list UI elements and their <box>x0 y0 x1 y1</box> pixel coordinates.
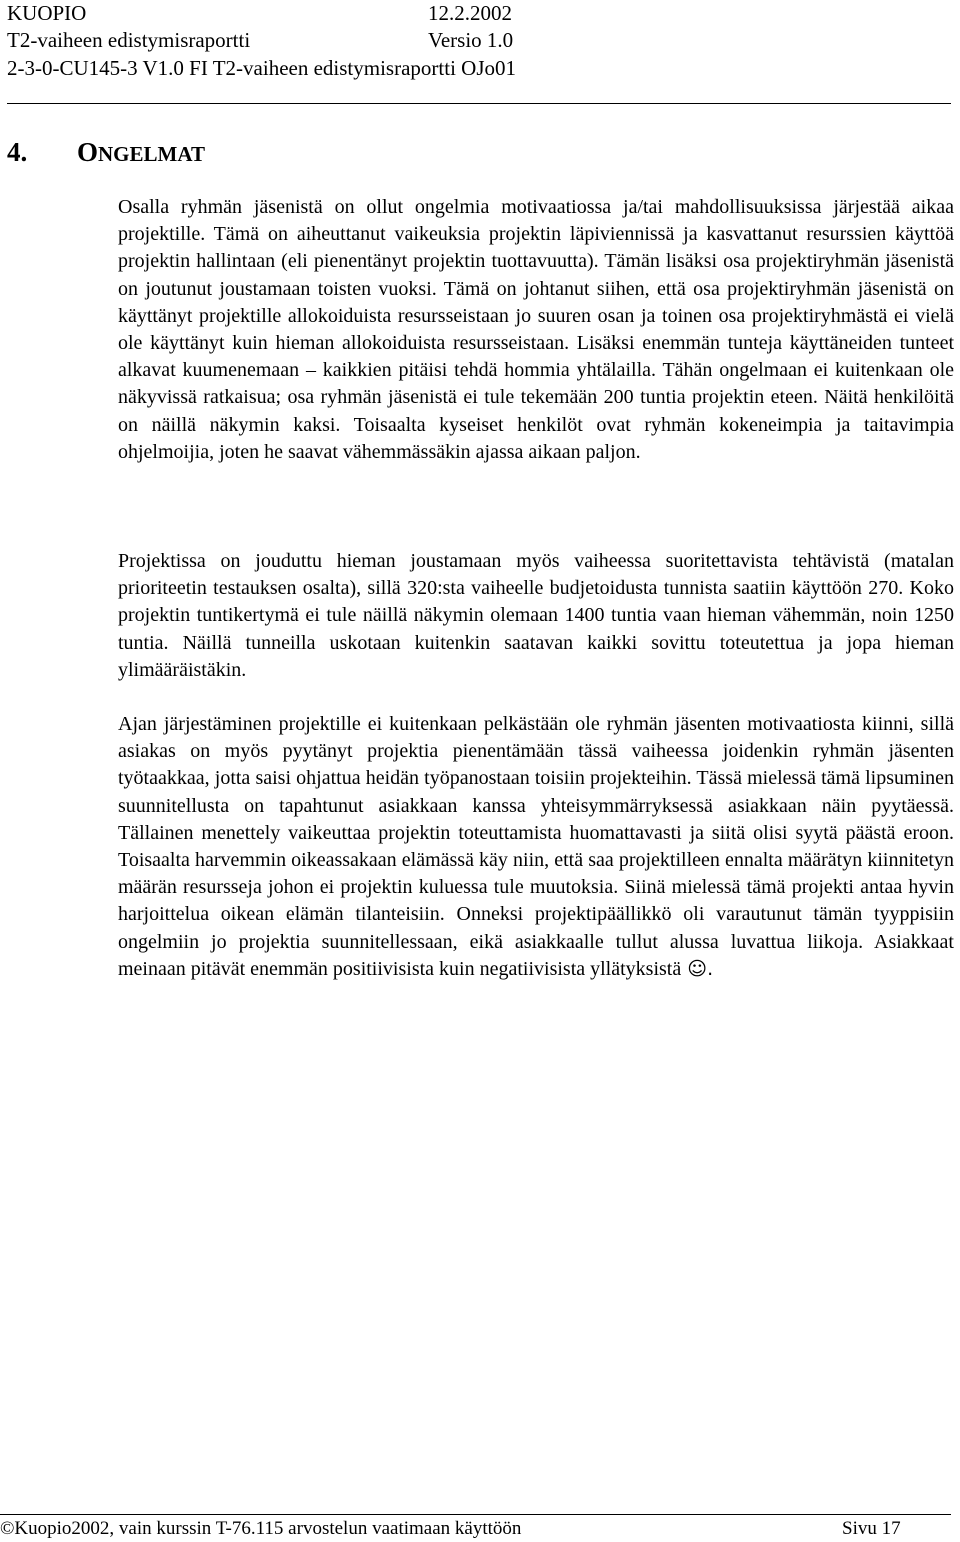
footer-page-number: Sivu 17 <box>842 1518 901 1539</box>
footer-copyright: ©Kuopio2002, vain kurssin T-76.115 arvostelun vaatimaan käyttöön <box>0 1518 522 1539</box>
section-number: 4. <box>7 137 28 167</box>
section-heading <box>7 137 205 169</box>
header-row-2 <box>7 28 607 52</box>
footer-rule <box>0 1514 951 1515</box>
header-rule <box>7 103 951 104</box>
header-doc-title: T2-vaiheen edistymisraportti <box>7 28 251 52</box>
smiley-icon: ☺. <box>681 957 714 980</box>
header-doc-id: 2-3-0-CU145-3 V1.0 FI T2-vaiheen edistymisraportti OJo01 <box>7 56 516 80</box>
section-title-initial: O <box>77 137 99 167</box>
header-version: Versio 1.0 <box>428 28 514 52</box>
header-org: KUOPIO <box>7 1 87 25</box>
header-row-1 <box>7 1 607 25</box>
paragraph-3 <box>118 711 954 983</box>
section-title-rest: NGELMAT <box>98 142 205 166</box>
paragraph-3-text: Ajan järjestäminen projektille ei kuitenkaan pelkästään ole ryhmän jäsenten motivaatiosta kiinni, sillä asiakas on myös pyytänyt projektia pienentämään tässä vaiheessa joidenkin ryhmän jäsenten työtaakkaa, jotta saisi ohjattua heidän työpanostaan toisiin projekteihin. Tässä mielessä tämä lipsuminen suunnitellusta on tapahtunut asiakkaan kanssa yhteisymmärryksessä asiakkaan näin pyytäessä. Tällainen menettely vaikeuttaa projektin toteuttamista huomattavasti ja siitä olisi syytä päästä eroon. Toisaalta harvemmin oikeassakaan elämässä käy niin, että saa projektilleen ennalta määrätyn kiinnitetyn määrän resursseja johon ei projektin kuluessa tule muutoksia. Siinä mielessä tämä projekti antaa hyvin harjoittelua oikean elämän tilanteisiin. Onneksi projektipäällikkö oli varautunut tämän tyyppisiin ongelmiin jo projektia suunnitellessaan, eikä asiakkaalle tullut alussa luvattua liikoja. Asiakkaat meinaan pitävät enemmän positiivisista kuin negatiivisista yllätyksistä <box>118 713 954 980</box>
paragraph-2: Projektissa on jouduttu hieman joustamaan myös vaiheessa suoritettavista tehtävistä (matalan prioriteetin testauksen osalta), sillä 320:sta vaiheelle budjetoidusta tunnista saatiin käyttöön 270. Koko projektin tuntikertymä ei tule näillä näkymin olemaan 1400 tuntia vaan hieman vähemmän, noin 1250 tuntia. Näillä tunneilla uskotaan kuitenkin saatavan kaikki sovittu toteutettua ja jopa hieman ylimääräistäkin. <box>118 550 954 681</box>
paragraph-1: Osalla ryhmän jäsenistä on ollut ongelmia motivaatiossa ja/tai mahdollisuuksissa järjestää aikaa projektille. Tämä on aiheuttanut vaikeuksia projektin läpiviennissä ja kasvattanut resurssien käyttöä projektin hallintaan (eli pienentänyt projektin tuottavuutta). Tämän lisäksi osa projektiryhmän jäsenistä on joutunut joustamaan toisten vuoksi. Tämä on johtanut siihen, että osa projektiryhmän jäsenistä on käyttänyt projektille allokoiduista resursseistaan jo suuren osan ja toinen osa projektiryhmästä ei vielä ole käyttänyt kuin hieman allokoiduista resursseistaan. Lisäksi enemmän tunteja käyttäneiden tunteet alkavat kuumenemaan – kaikkien pitäisi tehdä hommia yhtälailla. Tähän ongelmaan ei kuitenkaan ole näkyvissä ratkaisua; osa ryhmän jäsenistä ei tule tekemään 200 tuntia projektin eteen. Näitä henkilöitä on näillä näkymin kaksi. Toisaalta kyseiset henkilöt ovat ryhmän kokeneimpia ja taitavimpia ohjelmoijia, joten he saavat vähemmässäkin ajassa aikaan paljon. <box>118 196 954 463</box>
header-date: 12.2.2002 <box>428 1 512 25</box>
